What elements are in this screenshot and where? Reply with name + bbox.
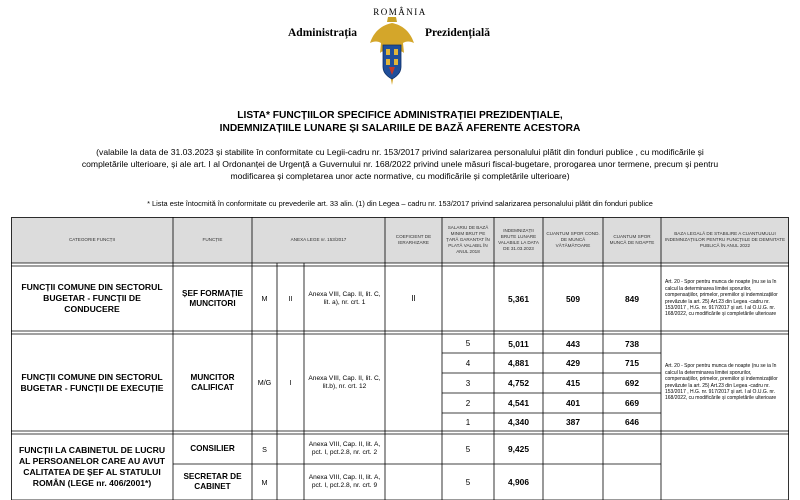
letterhead bbox=[0, 0, 800, 90]
category-execution: FUNCȚII COMUNE DIN SECTORUL BUGETAR - FUNCȚII DE EXECUȚIE bbox=[20, 371, 164, 393]
org-name-left: Administrația bbox=[288, 27, 357, 39]
level-cell: 5 bbox=[465, 444, 471, 454]
title-line-1: LISTA* FUNCȚIILOR SPECIFICE ADMINISTRAȚIEI PREZIDENȚIALE, bbox=[237, 110, 563, 121]
indemnity-value: 4,881 bbox=[508, 358, 529, 368]
header-bonus-night: CUANTUM SPOR MUNCĂ DE NOAPTE bbox=[609, 234, 655, 245]
header-legal-basis: BAZA LEGALĂ DE STABILIRE A CUANTUMULUI INDEMNIZAȚIILOR PENTRU FUNCȚIILE DE DEMNITATE PUBLICĂ ÎN ANUL 2022 bbox=[664, 231, 786, 248]
bonus-night-value: 646 bbox=[625, 417, 639, 427]
functions-table bbox=[11, 217, 789, 500]
header-min-salary: SALARIU DE BAZĂ MINIM BRUT PE ȚARĂ GARANTAT ÎN PLATĂ VALABIL ÎN ANUL 2018 bbox=[446, 225, 490, 254]
level-cell: 5 bbox=[465, 339, 471, 348]
bonus-conditions-value: 387 bbox=[566, 417, 580, 427]
coefficient: II bbox=[411, 294, 416, 303]
function-consilier: CONSILIER bbox=[190, 444, 235, 453]
grade: II bbox=[288, 294, 293, 303]
level-cell: 1 bbox=[465, 417, 471, 427]
indemnity-value: 4,541 bbox=[508, 398, 529, 408]
bonus-conditions-value: 415 bbox=[566, 378, 580, 388]
studies-level: M bbox=[261, 477, 268, 487]
header-bonus-conditions: CUANTUM SPOR COND. DE MUNCĂ VĂTĂMĂTOARE bbox=[546, 231, 600, 248]
header-indemnity: INDEMNIZAȚII BRUTE LUNARE VALABILE LA DATA DE 31.03.2023 bbox=[498, 228, 539, 251]
indemnity-value: 4,906 bbox=[508, 477, 529, 487]
legal-basis-text: Art. 20 - Spor pentru munca de noapte (nu se ia în calcul la determinarea limitei sporurilor, compensațiilor, primelor, premiilor și indemnizațiilor prevăzute la art. 25) Art.23 din Legea -cadru nr. 153/2017 , H.G. nr. 917/2017 și art. I al O.U.G. nr. 168/2022, cu modificările și completările ulterioare bbox=[665, 363, 778, 402]
title-line-2: INDEMNIZAȚIILE LUNARE ȘI SALARIILE DE BAZĂ AFERENTE ACESTORA bbox=[219, 123, 581, 134]
bonus-conditions-value: 443 bbox=[566, 338, 580, 349]
annex-reference: Anexa VIII, Cap. II, lit. A, pct. I, pct.2.8, nr. crt. 2 bbox=[308, 441, 381, 456]
level-cell: 5 bbox=[465, 477, 471, 487]
indemnity-value: 4,340 bbox=[508, 417, 529, 427]
indemnity-value: 5,011 bbox=[508, 338, 529, 349]
indemnity-value: 5,361 bbox=[508, 293, 529, 304]
bonus-night-value: 738 bbox=[625, 338, 639, 349]
bonus-conditions-value: 509 bbox=[566, 293, 580, 304]
bonus-night-value: 715 bbox=[625, 358, 639, 368]
level-cell: 2 bbox=[465, 398, 471, 408]
studies-level: S bbox=[262, 444, 267, 454]
indemnity-value: 9,425 bbox=[508, 444, 529, 454]
level-cell: 3 bbox=[465, 378, 471, 388]
document-subtitle: (valabile la data de 31.03.2023 și stabilite în conformitate cu Legii-cadru nr. 153/2017 privind salarizarea personalului plătit din fonduri publice , cu modificările și completările ulterioare, și ale art. I al Ordonanței de Urgență a Guvernului nr. 168/2022 privind unele măsuri fiscal-bugetare, prorogarea unor termene, precum și pentru modificarea și completarea unor acte normative, cu modificările și completările ulterioare) bbox=[81, 147, 719, 181]
document-note: * Lista este întocmită în conformitate cu prevederile art. 33 alin. (1) din Legea – cadru nr. 153/2017 privind salarizarea personalului plătit din fonduri publice bbox=[147, 199, 653, 208]
category-former-head-of-state-office: FUNCȚII LA CABINETUL DE LUCRU AL PERSOANELOR CARE AU AVUT CALITATEA DE ȘEF AL STATULUI ROMÂN (LEGE nr. 406/2001*) bbox=[18, 445, 166, 488]
legal-basis-text: Art. 20 - Spor pentru munca de noapte (nu se ia în calcul la determinarea limitei sporurilor, compensațiilor, primelor, premiilor și indemnizațiilor prevăzute la art. 25) Art.23 din Legea -cadru nr. 153/2017 , H.G. nr. 917/2017 și art. I al O.U.G. nr. 168/2022, cu modificările și completările ulterioare bbox=[665, 279, 778, 318]
header-function: FUNCȚIE bbox=[202, 237, 223, 242]
annex-reference: Anexa VIII, Cap. II, lit. A, pct. I, pct.2.8, nr. crt. 9 bbox=[308, 474, 381, 489]
bonus-night-value: 849 bbox=[625, 293, 639, 304]
header-coefficient: COEFICIENT DE IERARHIZARE bbox=[395, 234, 432, 245]
function-secretar-de-cabinet: SECRETAR DE CABINET bbox=[183, 472, 242, 491]
function-muncitor-calificat: MUNCITOR CALIFICAT bbox=[190, 372, 235, 392]
bonus-conditions-value: 401 bbox=[566, 398, 580, 408]
category-management: FUNCȚII COMUNE DIN SECTORUL BUGETAR - FUNCȚII DE CONDUCERE bbox=[21, 282, 163, 314]
grade: I bbox=[289, 378, 292, 387]
org-name-right: Prezidențială bbox=[425, 27, 490, 39]
function-sef-formatie: ȘEF FORMAȚIE MUNCITORI bbox=[182, 288, 243, 308]
header-annex: ANEXA LEGE nr. 153/2017 bbox=[290, 237, 347, 242]
bonus-conditions-value: 429 bbox=[566, 358, 580, 368]
bonus-night-value: 669 bbox=[625, 398, 639, 408]
studies-level: M bbox=[261, 294, 268, 303]
country-label: ROMÂNIA bbox=[373, 7, 427, 17]
level-cell: 4 bbox=[465, 358, 471, 368]
annex-reference: Anexa VIII, Cap. II, lit. C, lit.b), nr. crt. 12 bbox=[308, 374, 381, 390]
studies-level: M/G bbox=[257, 378, 272, 387]
header-category: CATEGORIE FUNCȚII bbox=[68, 237, 116, 242]
bonus-night-value: 692 bbox=[625, 378, 639, 388]
coat-of-arms-icon bbox=[364, 15, 420, 89]
annex-reference: Anexa VIII, Cap. II, lit. C, lit. a), nr. crt. 1 bbox=[308, 290, 381, 306]
indemnity-value: 4,752 bbox=[508, 378, 529, 388]
document-title bbox=[0, 109, 800, 135]
